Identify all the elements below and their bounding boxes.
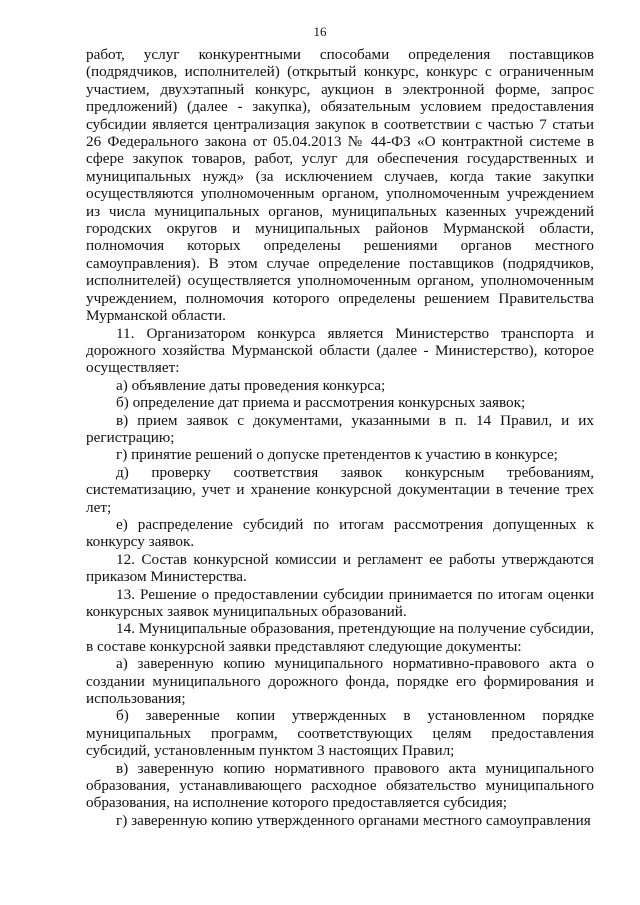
document-body bbox=[86, 46, 594, 829]
paragraph: работ, услуг конкурентными способами определения поставщиков (подрядчиков, исполнителей) (открытый конкурс, конкурс с ограниченным участием, двухэтапный конкурс, аукцион в электронной форме, запрос предложений) (далее - закупка), обязательным условием предоставления субсидии является централизация закупок в соответствии с частью 7 статьи 26 Федерального закона от 05.04.2013 № 44-ФЗ «О контрактной системе в сфере закупок товаров, работ, услуг для обеспечения государственных и муниципальных нужд» (за исключением случаев, когда такие закупки осуществляются уполномоченным органом, уполномоченным учреждением из числа муниципальных органов, муниципальных казенных учреждений городских округов и муниципальных районов Мурманской области, полномочия которых определены решениями органов местного самоуправления). В этом случае определение поставщиков (подрядчиков, исполнителей) осуществляется уполномоченным органом, уполномоченным учреждением, полномочия которого определены решением Правительства Мурманской области. bbox=[86, 46, 594, 325]
paragraph: в) прием заявок с документами, указанными в п. 14 Правил, и их регистрацию; bbox=[86, 411, 594, 446]
paragraph: 14. Муниципальные образования, претендующие на получение субсидии, в составе конкурсной заявки представляют следующие документы: bbox=[86, 620, 594, 655]
paragraph: а) заверенную копию муниципального нормативно-правового акта о создании муниципального дорожного фонда, порядке его формирования и использования; bbox=[86, 655, 594, 708]
paragraph: б) заверенные копии утвержденных в установленном порядке муниципальных программ, соответствующих целям предоставления субсидий, установленным пунктом 3 настоящих Правил; bbox=[86, 707, 594, 760]
paragraph: е) распределение субсидий по итогам рассмотрения допущенных к конкурсу заявок. bbox=[86, 515, 594, 551]
paragraph: г) принятие решений о допуске претендентов к участию в конкурсе; bbox=[116, 446, 558, 464]
paragraph: д) проверку соответствия заявок конкурсным требованиям, систематизацию, учет и хранение конкурсной документации в течение трех лет; bbox=[86, 463, 594, 516]
paragraph: 11. Организатором конкурса является Министерство транспорта и дорожного хозяйства Мурманской области (далее - Министерство), которое осуществляет: bbox=[86, 324, 594, 377]
paragraph: 13. Решение о предоставлении субсидии принимается по итогам оценки конкурсных заявок муниципальных образований. bbox=[86, 585, 594, 620]
page-number: 16 bbox=[313, 24, 327, 39]
paragraph: г) заверенную копию утвержденного органами местного самоуправления bbox=[116, 811, 591, 829]
paragraph: в) заверенную копию нормативного правового акта муниципального образования, устанавливающего расходное обязательство муниципального образования, на исполнение которого предоставляется субсидия; bbox=[86, 759, 594, 812]
paragraph: б) определение дат приема и рассмотрения конкурсных заявок; bbox=[116, 394, 526, 412]
paragraph: а) объявление даты проведения конкурса; bbox=[116, 376, 386, 394]
paragraph: 12. Состав конкурсной комиссии и регламент ее работы утверждаются приказом Министерства. bbox=[86, 550, 594, 586]
